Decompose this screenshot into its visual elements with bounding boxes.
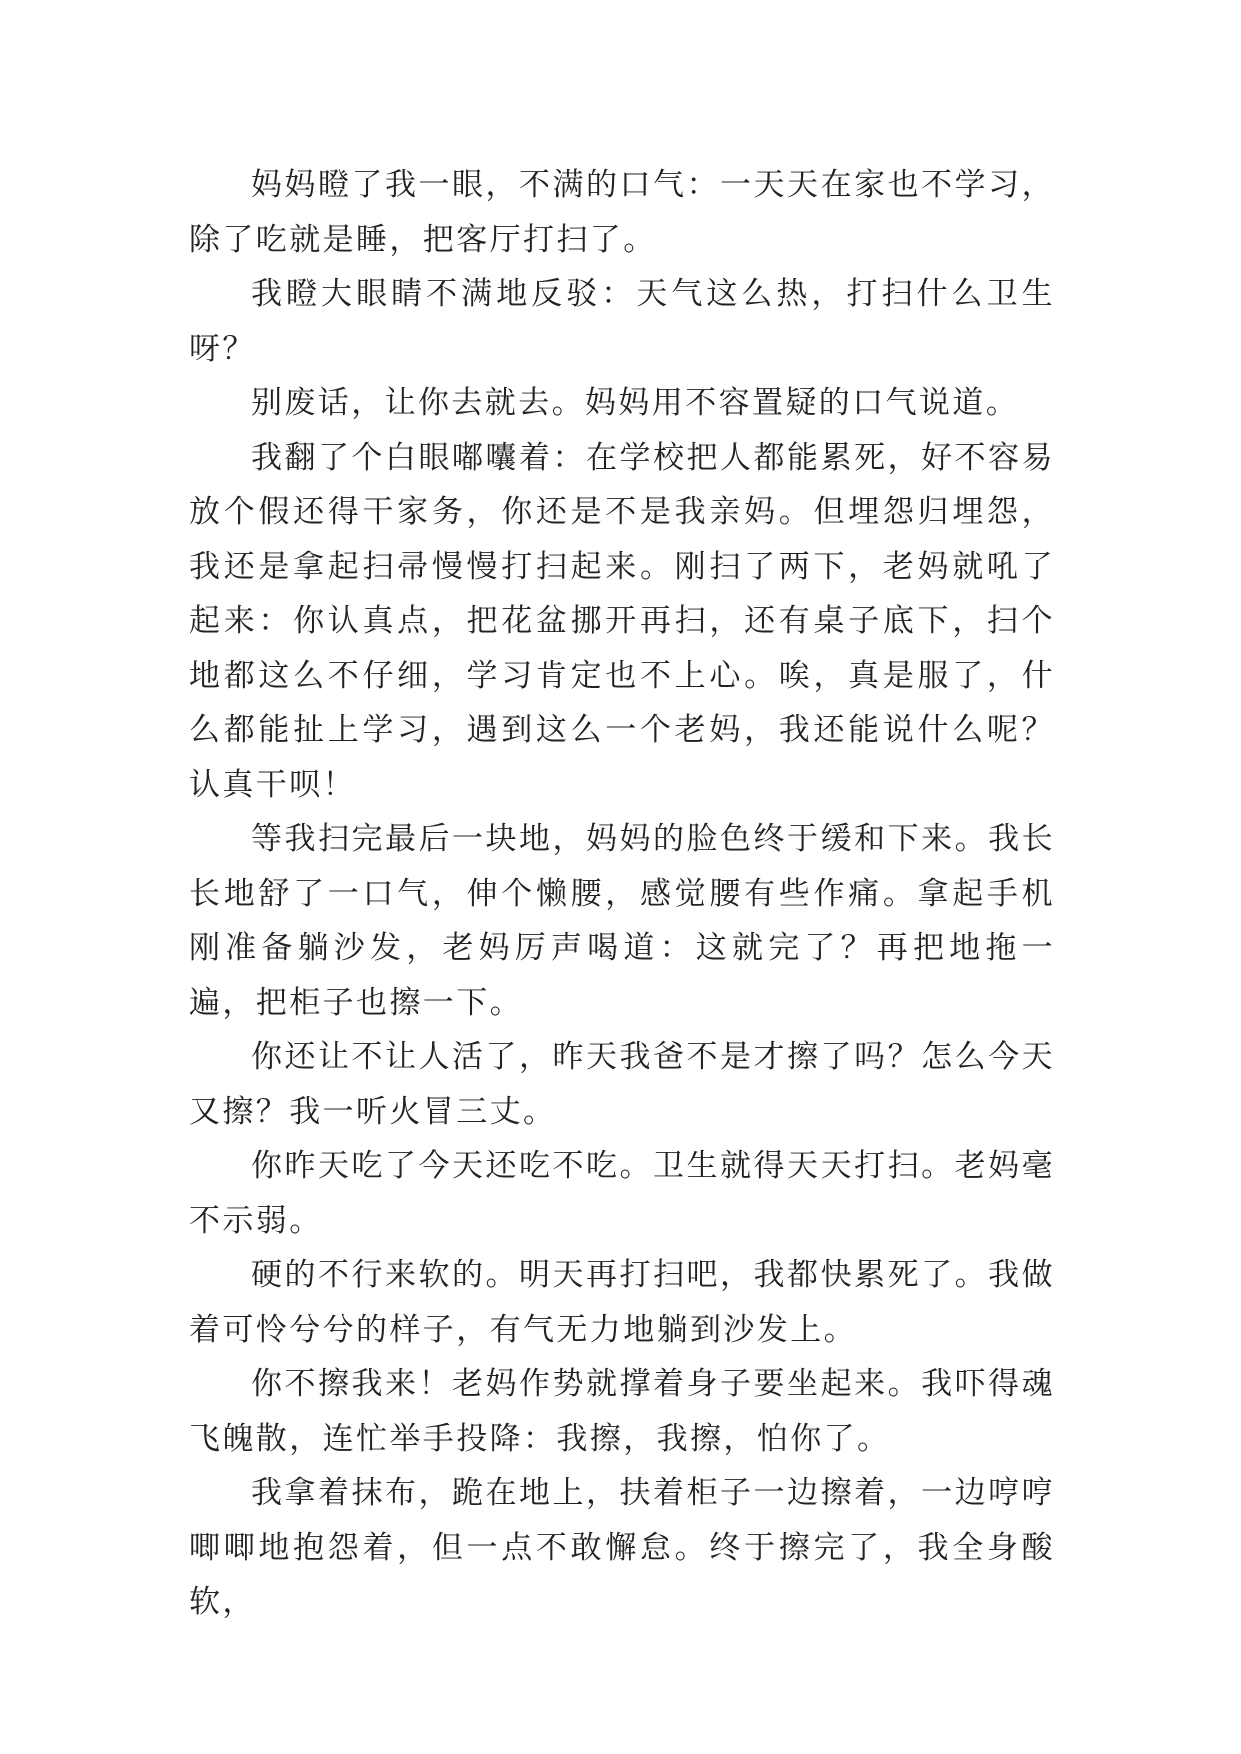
paragraph-6: 你还让不让人活了，昨天我爸不是才擦了吗？怎么今天又擦？我一听火冒三丈。: [189, 1039, 1055, 1130]
paragraph-10: 我拿着抹布，跪在地上，扶着柜子一边擦着，一边哼哼唧唧地抱怨着，但一点不敢懈怠。终于擦完了，我全身酸软，: [189, 1475, 1055, 1620]
paragraph-9: 你不擦我来！老妈作势就撑着身子要坐起来。我吓得魂飞魄散，连忙举手投降：我擦，我擦，怕你了。: [189, 1366, 1055, 1457]
document-body: [189, 158, 1055, 1630]
paragraph-4: 我翻了个白眼嘟囔着：在学校把人都能累死，好不容易放个假还得干家务，你还是不是我亲妈。但埋怨归埋怨，我还是拿起扫帚慢慢打扫起来。刚扫了两下，老妈就吼了起来：你认真点，把花盆挪开再扫，还有桌子底下，扫个地都这么不仔细，学习肯定也不上心。唉，真是服了，什么都能扯上学习，遇到这么一个老妈，我还能说什么呢？认真干呗！: [189, 439, 1055, 803]
paragraph-7: 你昨天吃了今天还吃不吃。卫生就得天天打扫。老妈毫不示弱。: [189, 1148, 1055, 1239]
paragraph-5: 等我扫完最后一块地，妈妈的脸色终于缓和下来。我长长地舒了一口气，伸个懒腰，感觉腰有些作痛。拿起手机刚准备躺沙发，老妈厉声喝道：这就完了？再把地拖一遍，把柜子也擦一下。: [189, 821, 1055, 1021]
paragraph-2: 我瞪大眼睛不满地反驳：天气这么热，打扫什么卫生呀？: [189, 276, 1055, 367]
paragraph-3: 别废话，让你去就去。妈妈用不容置疑的口气说道。: [251, 385, 1020, 421]
paragraph-8: 硬的不行来软的。明天再打扫吧，我都快累死了。我做着可怜兮兮的样子，有气无力地躺到沙发上。: [189, 1257, 1055, 1348]
paragraph-1: 妈妈瞪了我一眼，不满的口气：一天天在家也不学习，除了吃就是睡，把客厅打扫了。: [189, 167, 1055, 258]
